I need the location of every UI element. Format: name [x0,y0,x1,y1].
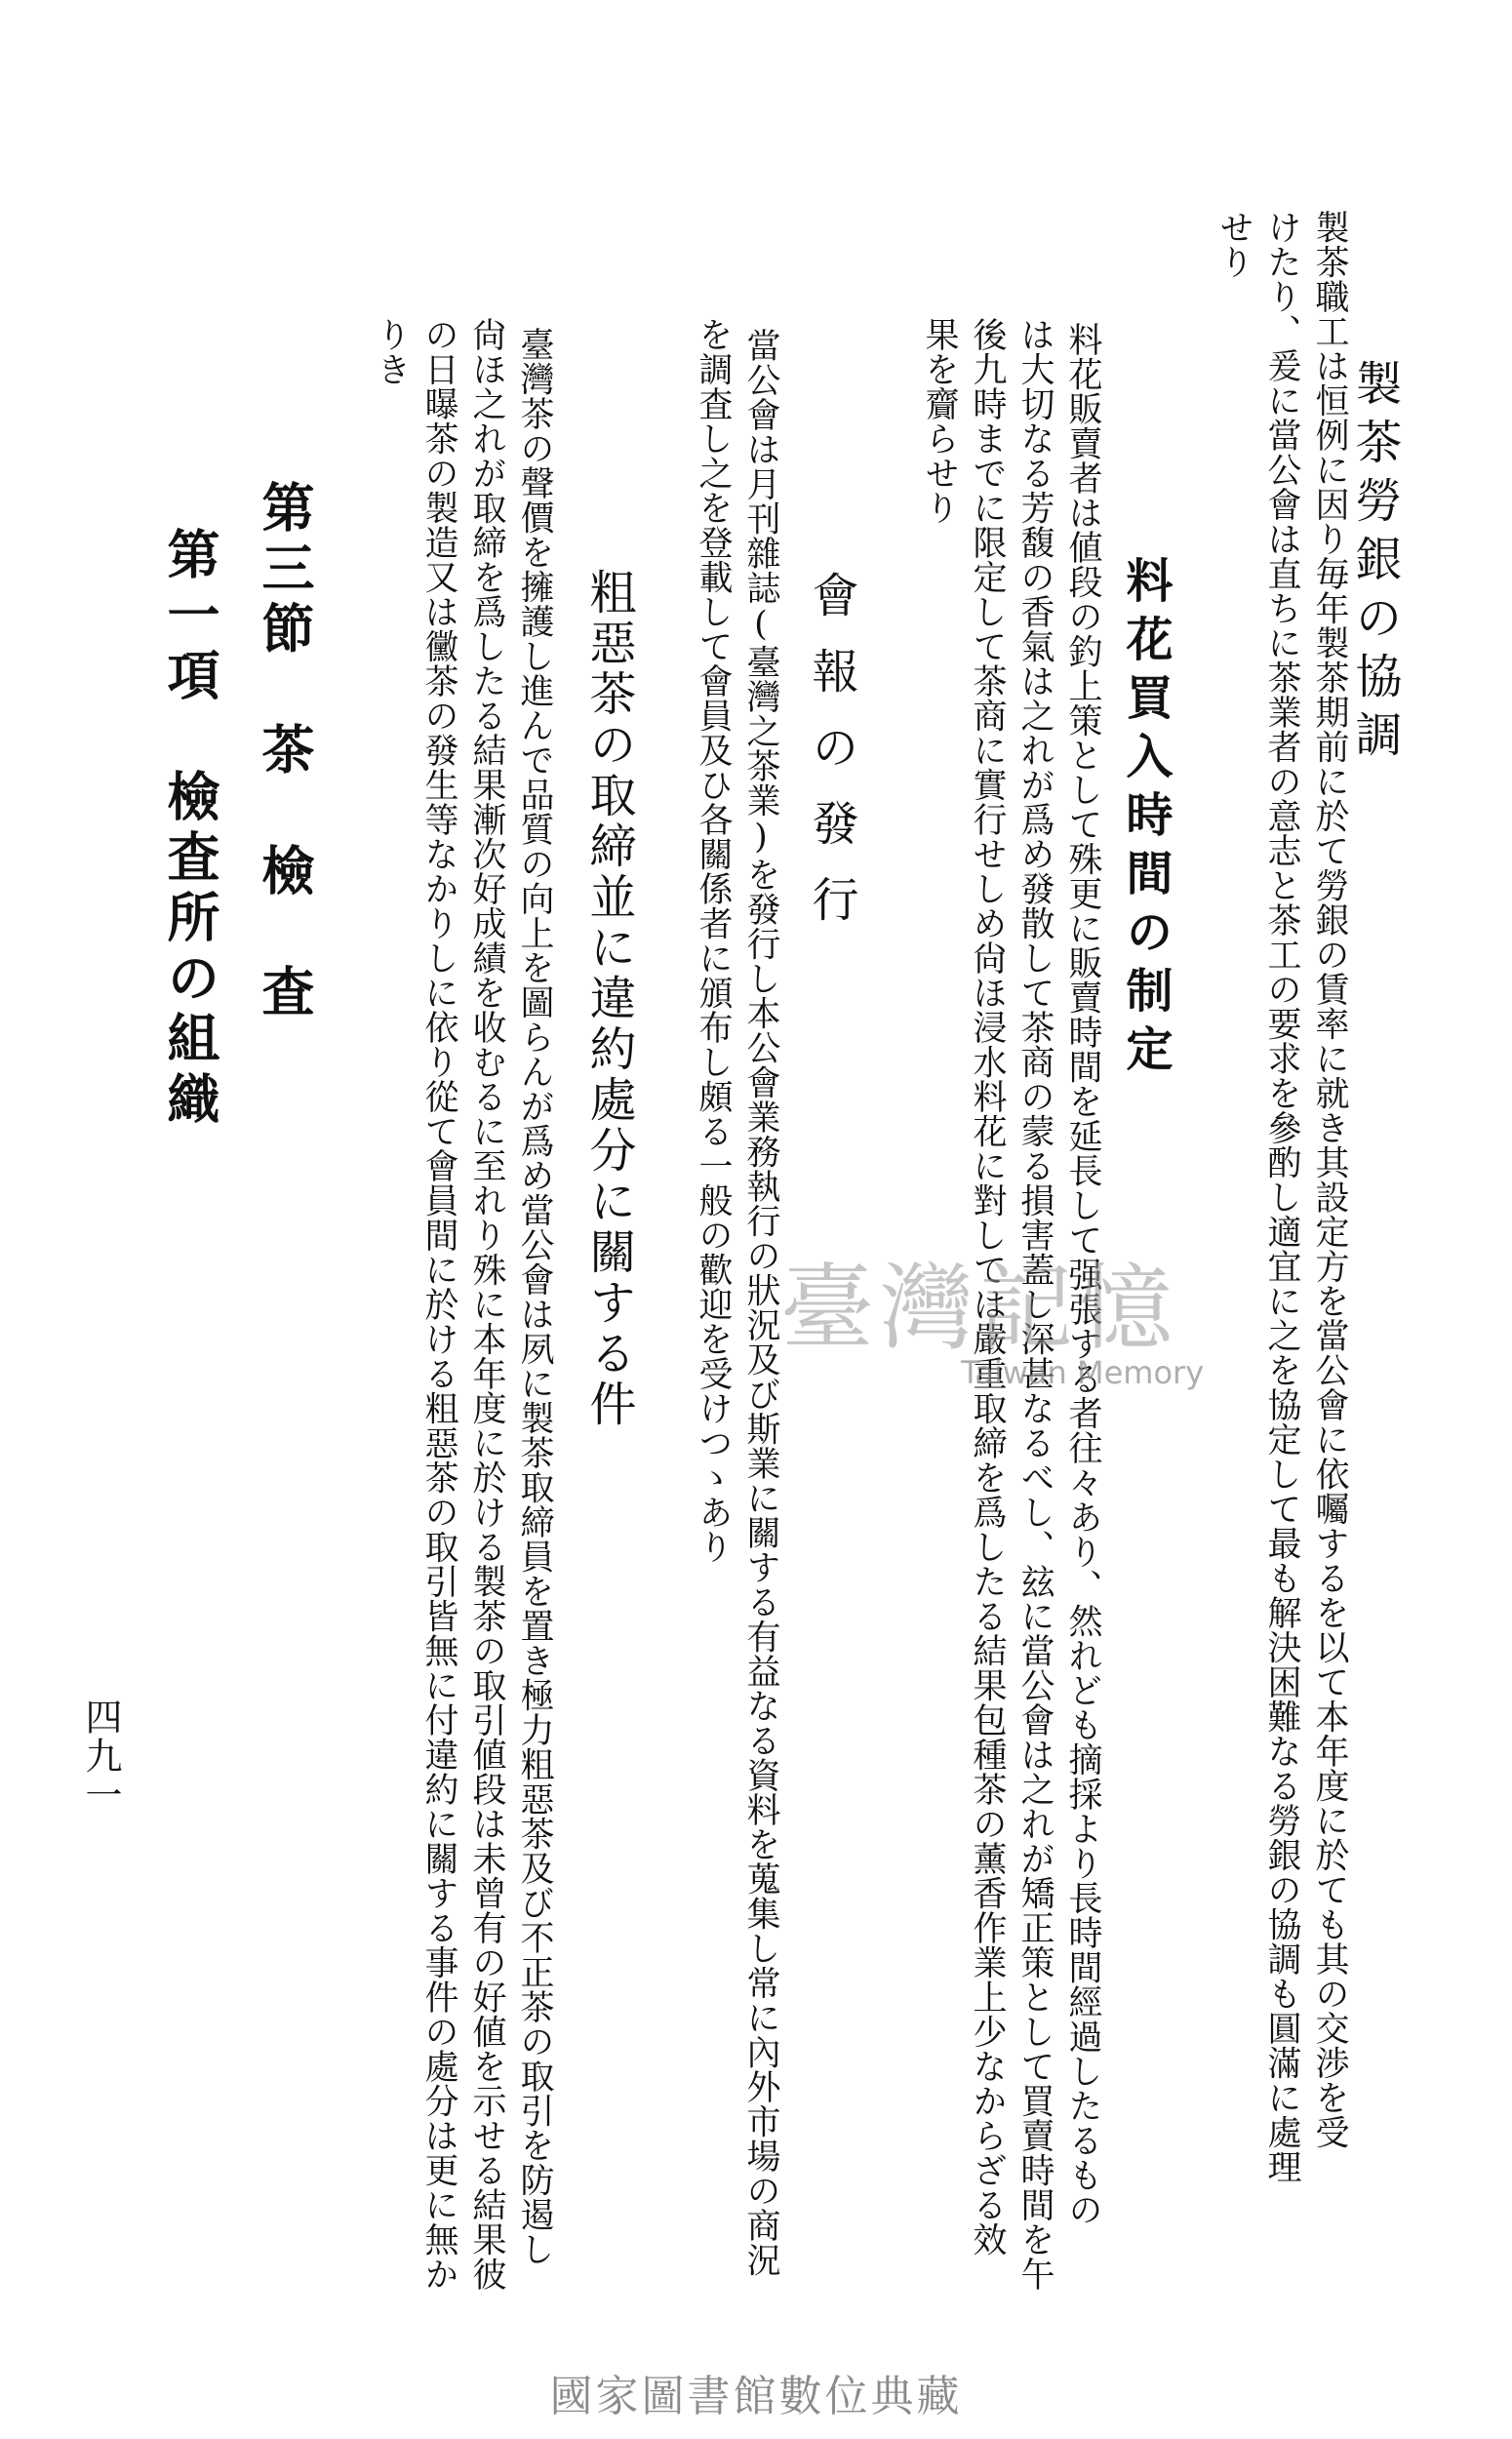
body-column: を調査し之を登載して會員及ひ各關係者に頒布し頗る一般の歡迎を受けつゝあり [694,317,733,1564]
watermark-subtitle: Taiwan Memory [961,1354,1205,1391]
body-column: 尙ほ之れが取締を爲したる結果漸次好成績を收むるに至れり殊に本年度に於ける製茶の取引値段は未曾有の好値を示せる結果彼 [467,317,506,2292]
heading-bulletin: 會報の發行 [804,571,858,951]
body-column: 臺灣茶の聲價を擁護し進んで品質の向上を圖らんが爲め當公會は夙に製茶取締員を置き極力粗惡茶及び不正茶の取引を防遏し [515,327,554,2266]
body-column: りき [372,317,411,386]
heading-inferior-tea: 粗惡茶の取締並に違約處分に關する件 [581,568,636,1430]
page-number: 四九一 [79,1698,122,1815]
body-column: けたり、爰に當公會は直ちに茶業者の意志と茶工の要求を參酌し適宜に之を協定して最も解決困難なる勞銀の協調も圓滿に處理 [1262,210,1301,2184]
body-column: は大切なる芳馥の香氣は之れが爲め發散して茶商の蒙る損害蓋し深甚なるべし、玆に當公會は之れが矯正策として買賣時間を午 [1015,317,1054,2292]
watermark-logo: 臺灣記憶 [780,1254,1178,1363]
body-column: せり [1214,210,1253,279]
body-column: 當公會は月刊雜誌(臺灣之茶業)を發行し本公會業務執行の狀況及び斯業に關する有益なる資料を蒐集し常に內外市場の商況 [741,328,780,2277]
subsection-heading-inspection-office: 第一項 檢査所の組織 [159,527,221,1132]
body-column: 果を齎らせり [920,317,959,525]
body-column: 製茶職工は恒例に因り毎年製茶期前に於て勞銀の賃率に就き其設定方を當公會に依囑するを以て本年度に於ても其の交渉を受 [1310,210,1349,2149]
body-column: の日曝茶の製造又は黴茶の發生等なかりしに依り從て會員間に於ける粗惡茶の取引皆無に付違約に關する事件の處分は更に無か [419,317,458,2292]
heading-labor-wage: 製茶勞銀の協調 [1347,359,1402,769]
body-column: 料花販賣者は値段の釣上策として殊更に販賣時間を延長して强張する者往々あり、然れども摘採より長時間經過したるもの [1063,322,1102,2227]
footer-archive-label: 國家圖書館數位典藏 [549,2372,963,2421]
body-column: 後九時までに限定して茶商に實行せしめ尙ほ浸水料花に對しては嚴重取締を爲したる結果包種茶の薰香作業上少なからざる效 [968,317,1007,2257]
heading-flower-purchase-time: 料花買入時間の制定 [1118,556,1173,1083]
section-heading-tea-inspection: 第三節 茶 檢 査 [254,480,316,1024]
